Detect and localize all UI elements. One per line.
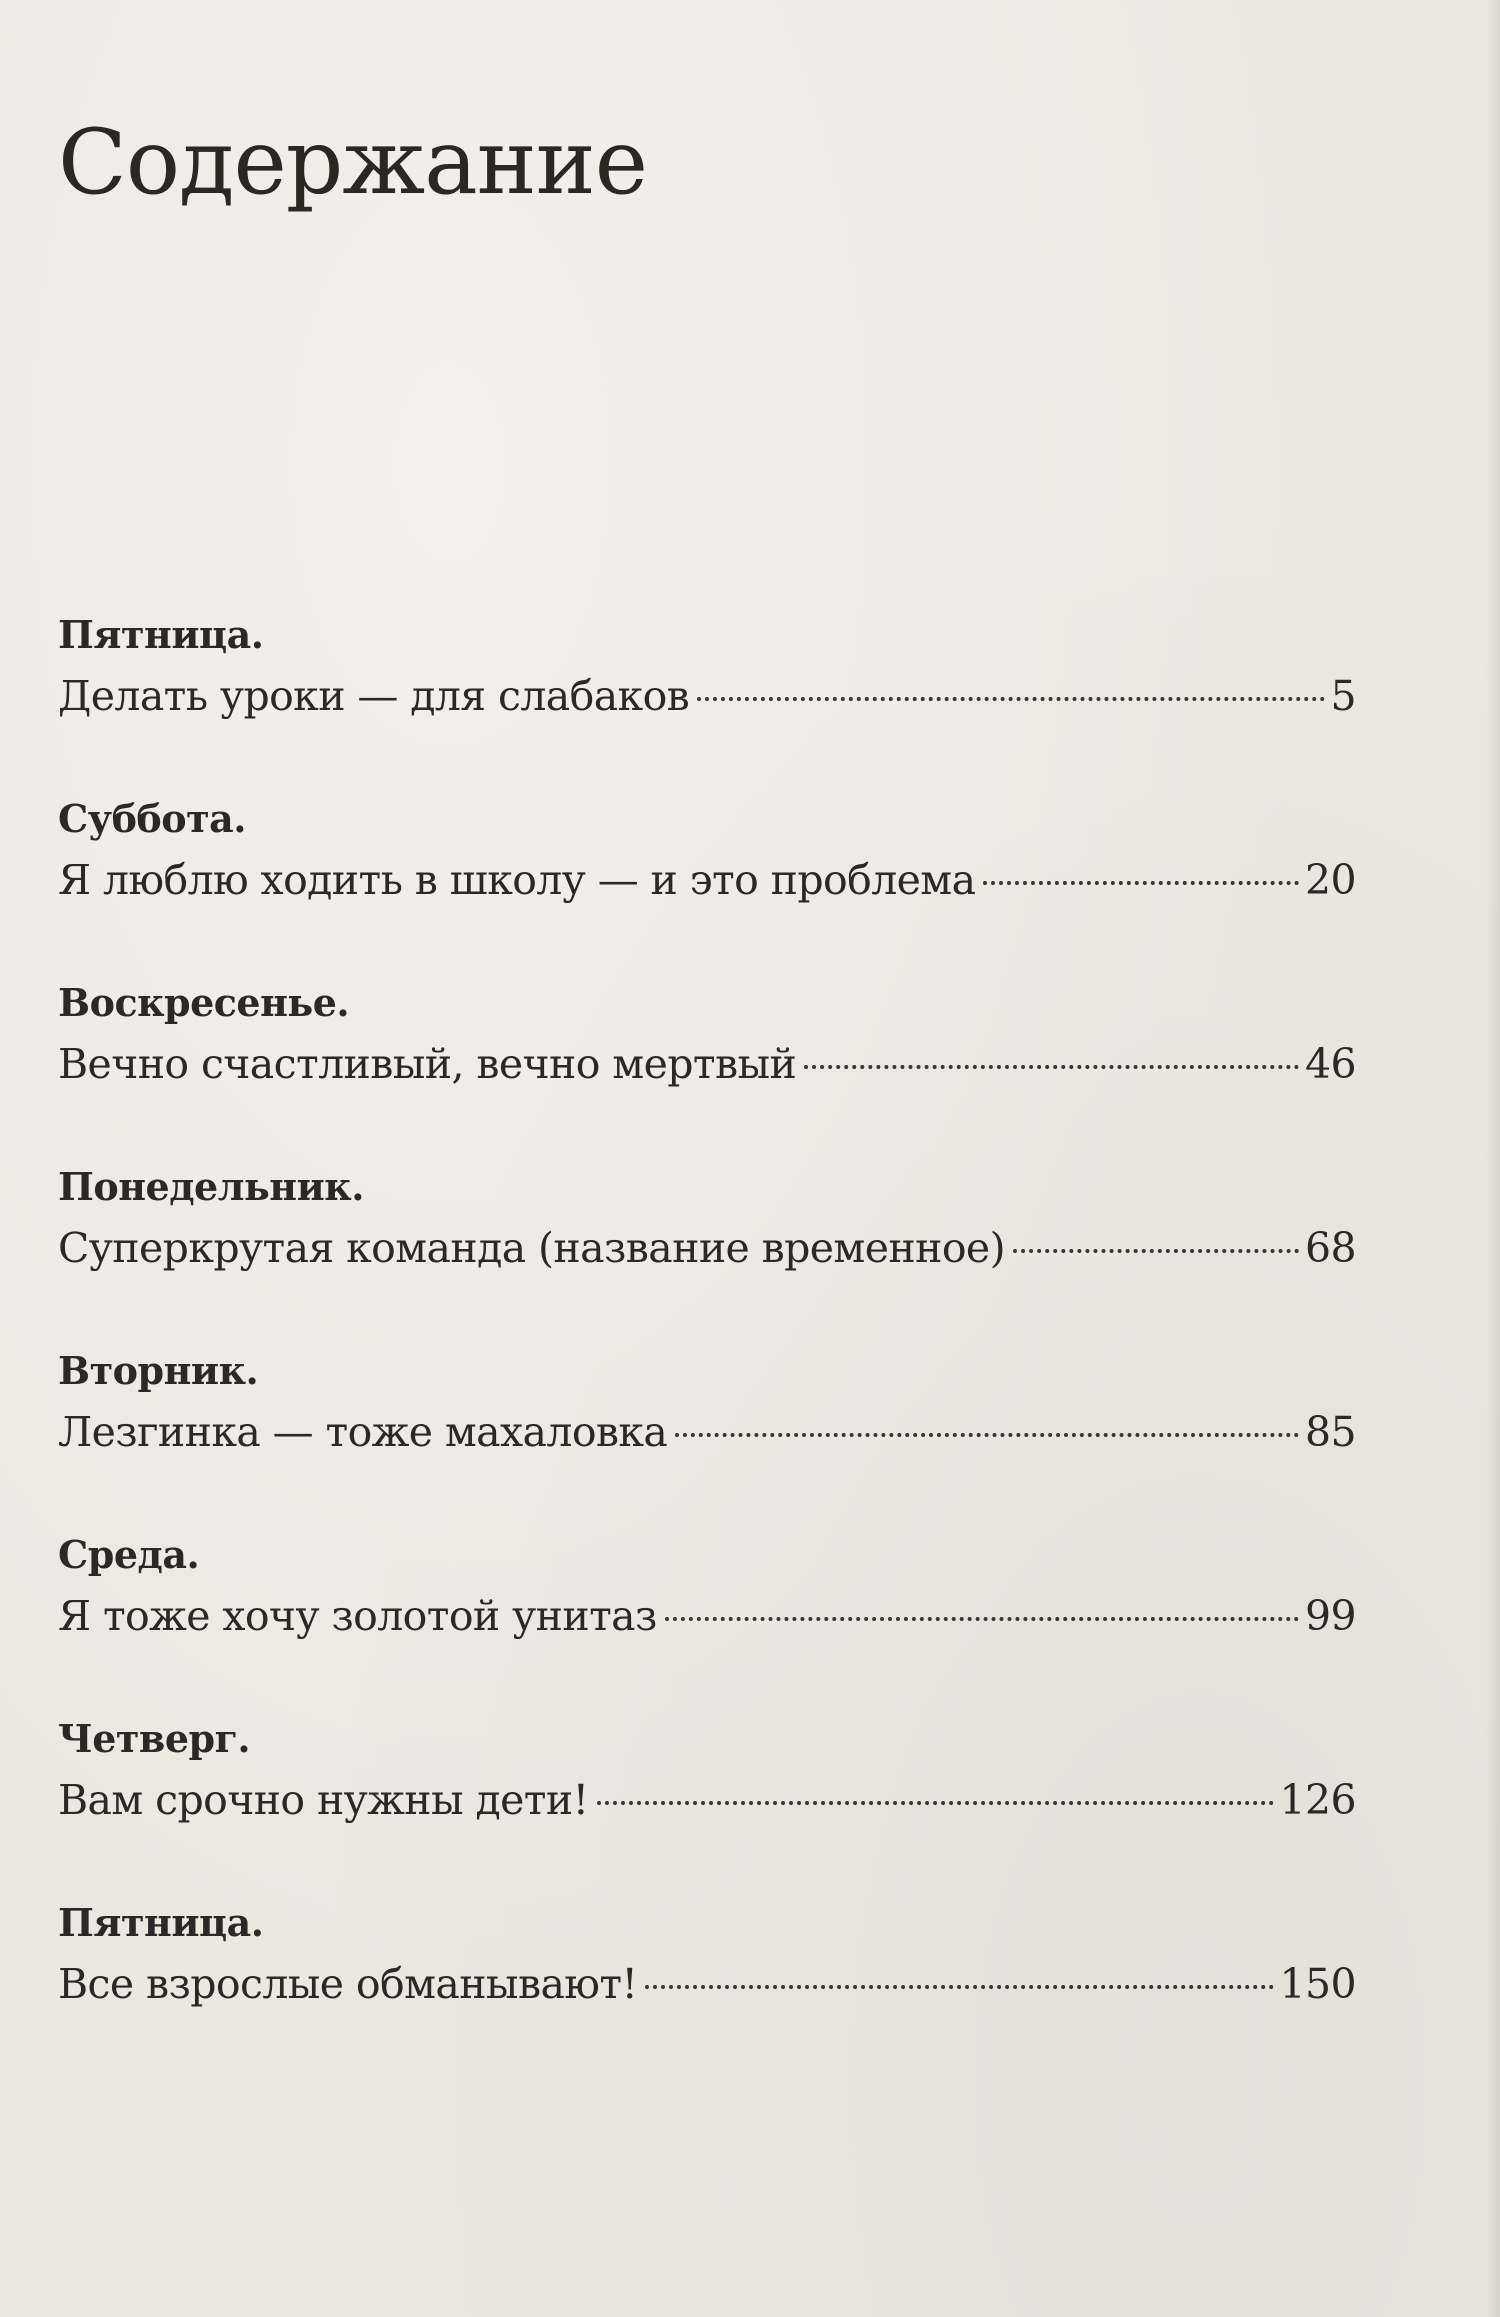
dot-leader — [597, 1801, 1274, 1805]
toc-day: Суббота. — [58, 796, 247, 841]
toc-line — [58, 850, 1356, 910]
dot-leader — [675, 1433, 1299, 1437]
toc-entry — [58, 1532, 1356, 1716]
toc-page-number: 150 — [1279, 1960, 1356, 2008]
toc-entry — [58, 1716, 1356, 1900]
toc-page-number: 126 — [1279, 1776, 1356, 1824]
dot-leader — [983, 881, 1299, 885]
toc-page-number: 85 — [1305, 1408, 1356, 1456]
dot-leader — [804, 1065, 1299, 1069]
toc-line — [58, 1218, 1356, 1278]
toc-entry — [58, 1164, 1356, 1348]
toc-line — [58, 1770, 1356, 1830]
dot-leader — [1013, 1249, 1299, 1253]
page-title: Содержание — [58, 110, 648, 215]
toc-line — [58, 1402, 1356, 1462]
toc-page-number: 5 — [1330, 672, 1356, 720]
toc-entry — [58, 1348, 1356, 1532]
toc-page-number: 68 — [1305, 1224, 1356, 1272]
toc-entry — [58, 796, 1356, 980]
page-edge-shadow — [1486, 0, 1500, 2317]
table-of-contents — [58, 612, 1356, 2084]
dot-leader — [645, 1985, 1273, 1989]
toc-chapter-title: Все взрослые обманывают! — [58, 1960, 638, 2008]
toc-day: Четверг. — [58, 1716, 251, 1761]
toc-chapter-title: Суперкрутая команда (название временное) — [58, 1224, 1005, 1272]
dot-leader — [665, 1617, 1299, 1621]
toc-line — [58, 1034, 1356, 1094]
toc-chapter-title: Я тоже хочу золотой унитаз — [58, 1592, 657, 1640]
toc-entry — [58, 612, 1356, 796]
toc-day: Пятница. — [58, 612, 264, 657]
toc-page-number: 99 — [1305, 1592, 1356, 1640]
toc-line — [58, 1954, 1356, 2014]
toc-page-number: 20 — [1305, 856, 1356, 904]
toc-chapter-title: Вечно счастливый, вечно мертвый — [58, 1040, 797, 1088]
toc-line — [58, 1586, 1356, 1646]
toc-chapter-title: Я люблю ходить в школу — и это проблема — [58, 856, 976, 904]
toc-day: Понедельник. — [58, 1164, 364, 1209]
toc-chapter-title: Лезгинка — тоже махаловка — [58, 1408, 668, 1456]
toc-page-number: 46 — [1305, 1040, 1356, 1088]
toc-chapter-title: Вам срочно нужны дети! — [58, 1776, 589, 1824]
toc-day: Воскресенье. — [58, 980, 350, 1025]
toc-line — [58, 666, 1356, 726]
toc-entry — [58, 980, 1356, 1164]
toc-day: Вторник. — [58, 1348, 259, 1393]
toc-day: Пятница. — [58, 1900, 264, 1945]
toc-day: Среда. — [58, 1532, 200, 1577]
dot-leader — [697, 697, 1324, 701]
toc-chapter-title: Делать уроки — для слабаков — [58, 672, 690, 720]
toc-entry — [58, 1900, 1356, 2084]
